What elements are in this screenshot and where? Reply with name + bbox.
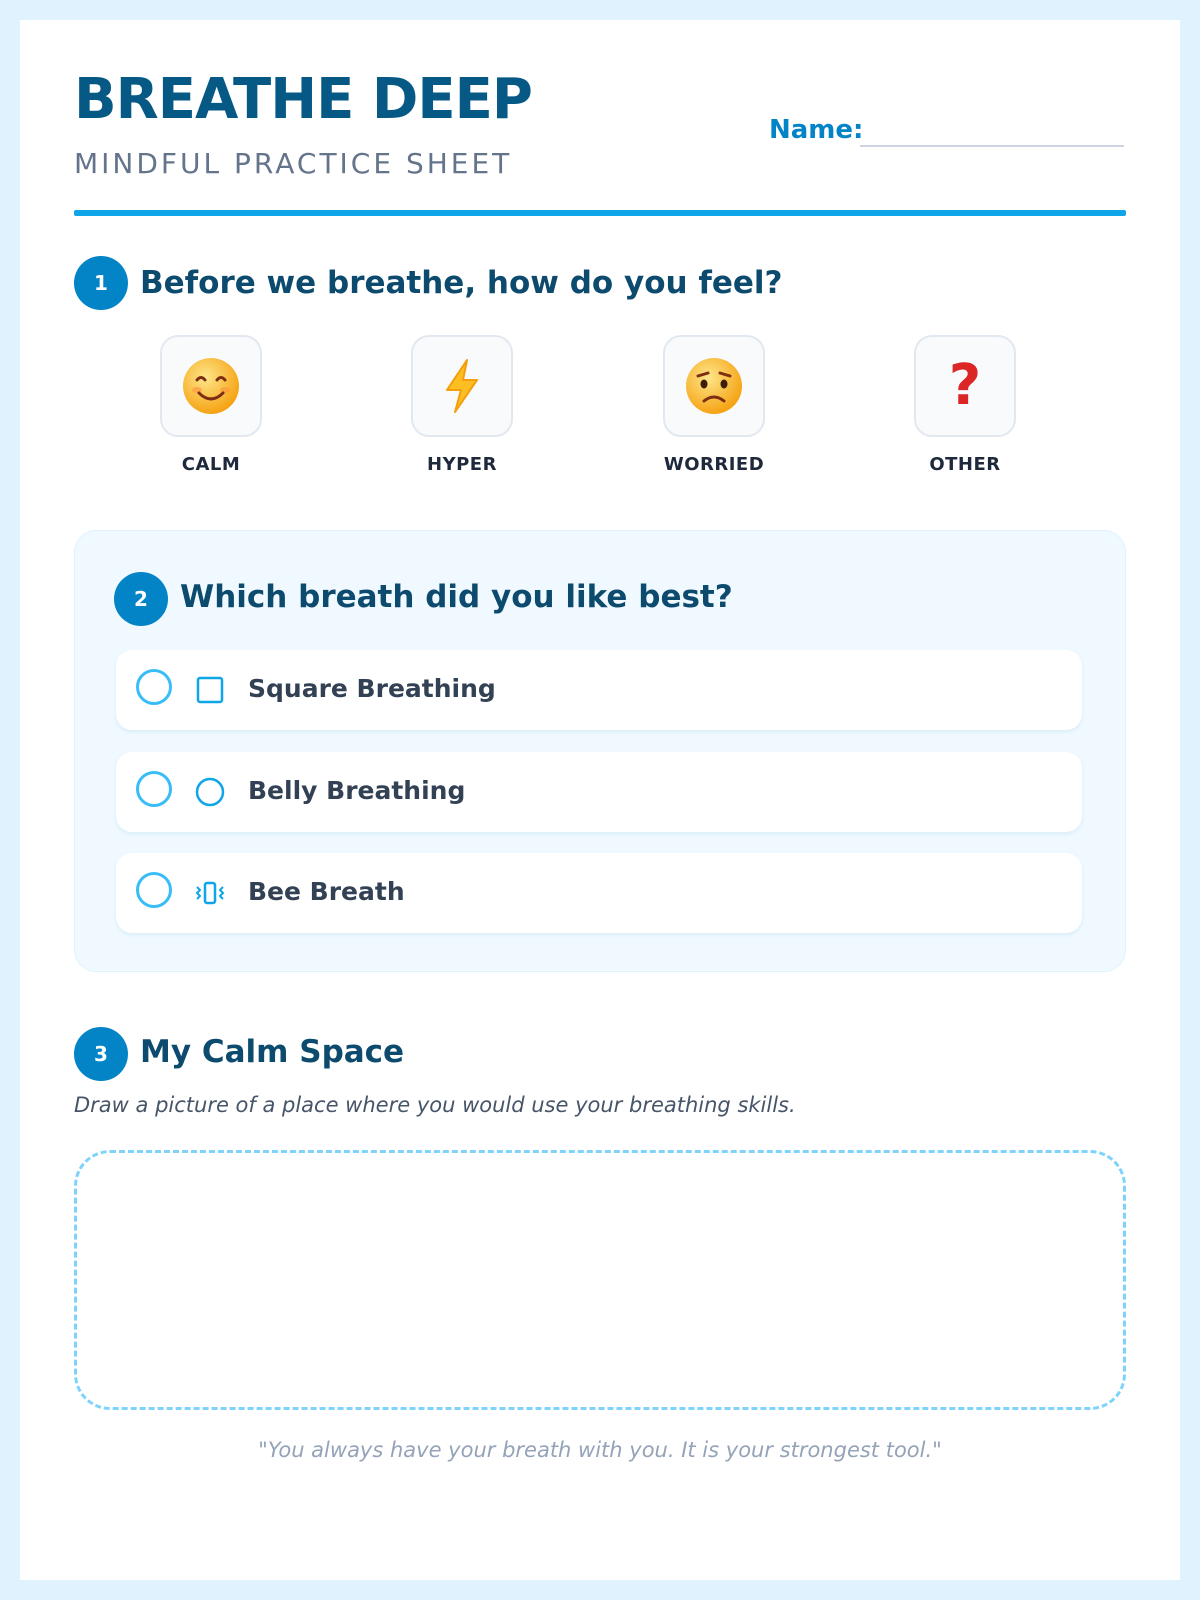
footer-quote: "You always have your breath with you. It is your strongest tool." xyxy=(258,1438,942,1462)
section-3-badge: 3 xyxy=(74,1027,128,1081)
feeling-calm-option[interactable] xyxy=(160,335,262,437)
smiling-face-icon xyxy=(181,356,241,416)
radio-button[interactable] xyxy=(136,771,172,807)
breath-option-belly[interactable] xyxy=(116,752,1082,832)
lightning-bolt-icon xyxy=(437,356,487,416)
section-1-title: Before we breathe, how do you feel? xyxy=(140,265,783,301)
option-label: Bee Breath xyxy=(248,877,405,906)
radio-button[interactable] xyxy=(136,872,172,908)
worksheet-page xyxy=(20,20,1180,1580)
feeling-hyper-option[interactable] xyxy=(411,335,513,437)
section-2-title: Which breath did you like best? xyxy=(180,579,733,615)
feeling-hyper-label: HYPER xyxy=(427,454,497,475)
section-2-badge: 2 xyxy=(114,572,168,626)
question-mark-icon: ? xyxy=(948,353,982,418)
header-divider xyxy=(74,210,1126,216)
feeling-calm-label: CALM xyxy=(181,454,241,475)
option-label: Square Breathing xyxy=(248,674,496,703)
circle-icon xyxy=(194,776,226,808)
feeling-worried-option[interactable] xyxy=(663,335,765,437)
name-label: Name: xyxy=(769,115,864,145)
square-icon xyxy=(194,674,226,706)
name-field[interactable] xyxy=(860,145,1124,147)
option-label: Belly Breathing xyxy=(248,776,466,805)
page-title: BREATHE DEEP xyxy=(74,67,532,132)
section-3-title: My Calm Space xyxy=(140,1034,405,1070)
feeling-worried-label: WORRIED xyxy=(663,454,765,475)
radio-button[interactable] xyxy=(136,669,172,705)
breath-option-bee[interactable] xyxy=(116,853,1082,933)
breath-option-square[interactable] xyxy=(116,650,1082,730)
page-subtitle: MINDFUL PRACTICE SHEET xyxy=(74,147,513,180)
worried-face-icon xyxy=(684,356,744,416)
feeling-other-label: OTHER xyxy=(929,454,1001,475)
drawing-instruction: Draw a picture of a place where you would use your breathing skills. xyxy=(74,1093,796,1117)
drawing-area[interactable] xyxy=(74,1150,1126,1410)
feeling-other-option[interactable] xyxy=(914,335,1016,437)
section-1-badge: 1 xyxy=(74,256,128,310)
vibration-icon xyxy=(194,877,226,909)
